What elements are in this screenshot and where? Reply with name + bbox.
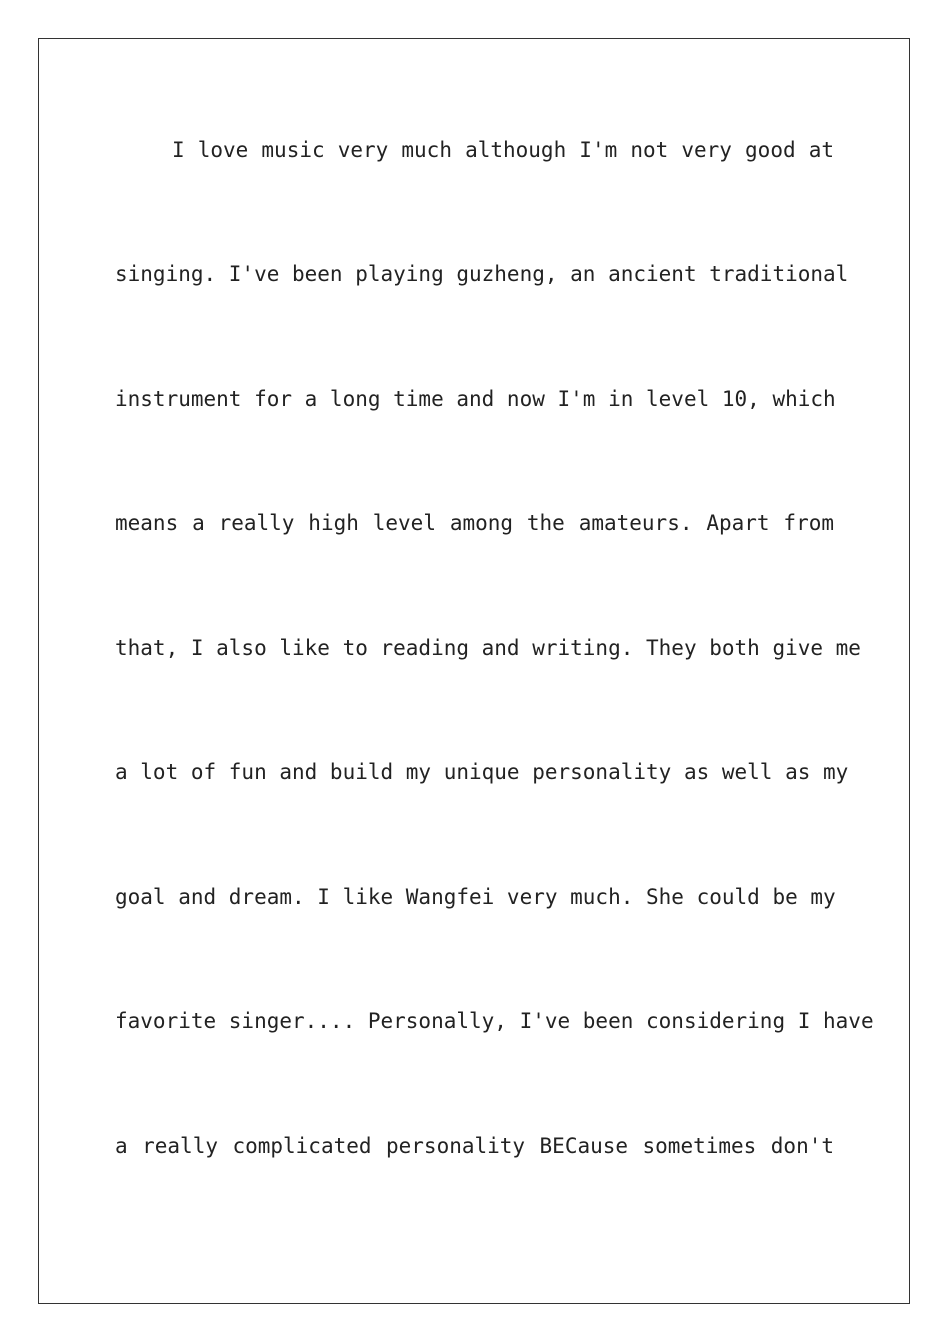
- paragraph-line-2: singing. I've been playing guzheng, an ancient traditional: [115, 262, 849, 286]
- paragraph-line-9: a really complicated personality BECause sometimes don't: [115, 1134, 834, 1158]
- paragraph-line-5: that, I also like to reading and writing. They both give me: [115, 636, 861, 660]
- paragraph-line-3: instrument for a long time and now I'm in level 10, which: [115, 387, 836, 411]
- paragraph-line-6: a lot of fun and build my unique personality as well as my: [115, 760, 849, 784]
- paragraph-line-1: I love music very much although I'm not very good at: [172, 138, 834, 162]
- page-frame: [38, 38, 910, 1304]
- paragraph-line-7: goal and dream. I like Wangfei very much. She could be my: [115, 885, 836, 909]
- paragraph-line-8: favorite singer.... Personally, I've been considering I have: [115, 1009, 874, 1033]
- paragraph-line-4: means a really high level among the amateurs. Apart from: [115, 511, 834, 535]
